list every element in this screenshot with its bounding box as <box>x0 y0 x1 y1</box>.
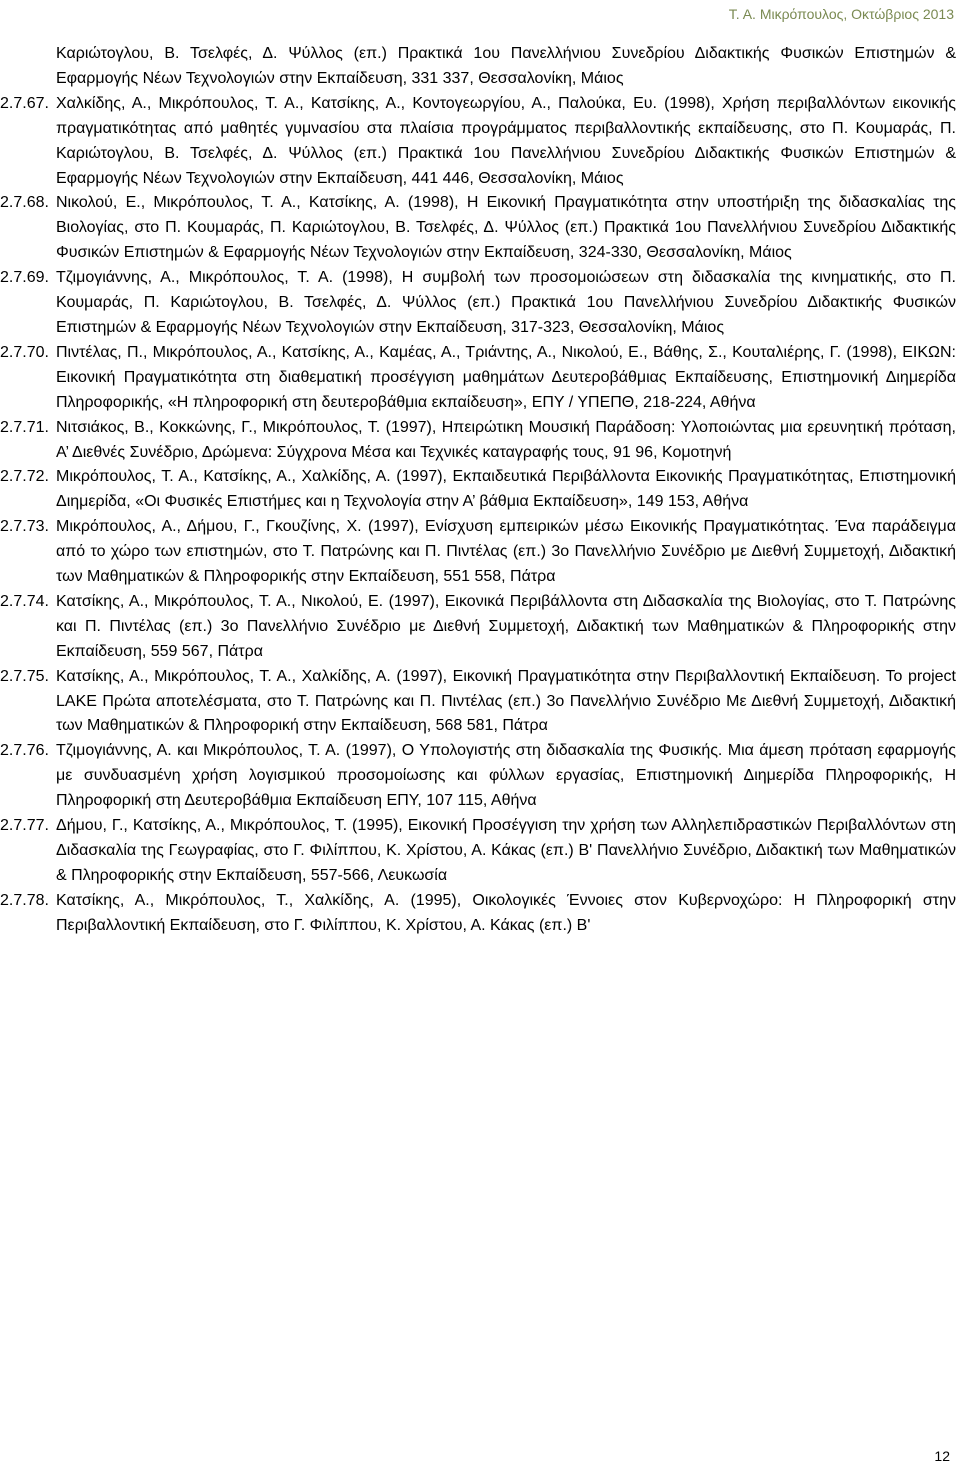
reference-text: Μικρόπουλος, Α., Δήμου, Γ., Γκουζίνης, Χ. (1997), Ενίσχυση εμπειρικών μέσω Εικονικής Πραγματικότητας. Ένα παράδειγμα από το χώρο των επιστημών, στο Τ. Πατρώνης και Π. Πιντέλας (επ.) 3ο Πανελλήνιο Συνέδριο με Διεθνή Συμμετοχή, Διδακτική των Μαθηματικών & Πληροφορικής στην Εκπαίδευση, 551 558, Πάτρα <box>56 518 956 586</box>
reference-text: Χαλκίδης, Α., Μικρόπουλος, Τ. Α., Κατσίκης, Α., Κοντογεωργίου, Α., Παλούκα, Ευ. (1998), Χρήση περιβαλλόντων εικονικής πραγματικότητας από μαθητές γυμνασίου στα πλαίσια προγράμματος περιβαλλοντικής εκπαίδευσης, στο Π. Κουμαράς, Π. Καριώτογλου, Β. Τσελφές, Δ. Ψύλλος (επ.) Πρακτικά 1ου Πανελλήνιου Συνεδρίου Διδακτικής Φυσικών Επιστημών & Εφαρμογής Νέων Τεχνολογιών στην Εκπαίδευση, 441 446, Θεσσαλονίκη, Μάιος <box>56 94 956 187</box>
reference-text: Τζιμογιάννης, Α. και Μικρόπουλος, Τ. Α. (1997), Ο Υπολογιστής στη διδασκαλία της Φυσικής. Μια άμεση πρόταση εφαρμογής με συνδυασμένη χρήση λογισμικού προσομοίωσης και φύλλων εργασίας, Επιστημονική Διημερίδα Πληροφορικής, Η Πληροφορική στη Δευτεροβάθμια Εκπαίδευση ΕΠΥ, 107 115, Αθήνα <box>56 742 956 810</box>
reference-number: 2.7.75. <box>0 667 49 685</box>
reference-number: 2.7.77. <box>0 817 49 835</box>
reference-entry <box>0 92 956 192</box>
reference-text: Νικολού, Ε., Μικρόπουλος, Τ. Α., Κατσίκης, Α. (1998), Η Εικονική Πραγματικότητα στην υποστήριξη της διδασκαλίας της Βιολογίας, στο Π. Κουμαράς, Π. Καριώτογλου, Β. Τσελφές, Δ. Ψύλλος (επ.) Πρακτικά 1ου Πανελλήνιου Συνεδρίου Διδακτικής Φυσικών Επιστημών & Εφαρμογής Νέων Τεχνολογιών στην Εκπαίδευση, 324-330, Θεσσαλονίκη, Μάιος <box>56 194 956 262</box>
reference-number: 2.7.71. <box>0 418 49 436</box>
reference-number: 2.7.74. <box>0 592 49 610</box>
reference-text: Κατσίκης, Α., Μικρόπουλος, Τ. Α., Νικολού, Ε. (1997), Εικονικά Περιβάλλοντα στη Διδασκαλία της Βιολογίας, στο Τ. Πατρώνης και Π. Πιντέλας (επ.) 3ο Πανελλήνιο Συνέδριο με Διεθνή Συμμετοχή, Διδακτική των Μαθηματικών & Πληροφορικής στην Εκπαίδευση, 559 567, Πάτρα <box>56 592 956 660</box>
reference-entry <box>0 739 956 814</box>
reference-entry <box>0 814 956 889</box>
page-number: 12 <box>934 1448 950 1464</box>
reference-entry <box>0 341 956 416</box>
reference-continuation: Καριώτογλου, Β. Τσελφές, Δ. Ψύλλος (επ.) Πρακτικά 1ου Πανελλήνιου Συνεδρίου Διδακτικής Φυσικών Επιστημών & Εφαρμογής Νέων Τεχνολογιών στην Εκπαίδευση, 331 337, Θεσσαλονίκη, Μάιος <box>56 45 956 87</box>
reference-number: 2.7.76. <box>0 742 49 760</box>
reference-list <box>0 42 956 939</box>
reference-text: Δήμου, Γ., Κατσίκης, Α., Μικρόπουλος, Τ. (1995), Εικονική Προσέγγιση την χρήση των Αλληλεπιδραστικών Περιβαλλόντων στη Διδασκαλία της Γεωγραφίας, στο Γ. Φιλίππου, Κ. Χρίστου, Α. Κάκας (επ.) Β' Πανελλήνιο Συνέδριο, Διδακτική των Μαθηματικών & Πληροφορικής στην Εκπαίδευση, 557-566, Λευκωσία <box>56 817 956 884</box>
reference-text: Κατσίκης, Α., Μικρόπουλος, Τ. Α., Χαλκίδης, Α. (1997), Εικονική Πραγματικότητα στην Περιβαλλοντική Εκπαίδευση. Το project LAKE Πρώτα αποτελέσματα, στο Τ. Πατρώνης και Π. Πιντέλας (επ.) 3ο Πανελλήνιο Συνέδριο Με Διεθνή Συμμετοχή, Διδακτική των Μαθηματικών & Πληροφορική στην Εκπαίδευση, 568 581, Πάτρα <box>56 667 956 735</box>
reference-number: 2.7.68. <box>0 194 49 212</box>
reference-number: 2.7.78. <box>0 891 49 909</box>
reference-entry <box>0 266 956 341</box>
reference-number: 2.7.73. <box>0 518 49 536</box>
reference-text: Τζιμογιάννης, Α., Μικρόπουλος, Τ. Α. (1998), Η συμβολή των προσομοιώσεων στη διδασκαλία της κινηματικής, στο Π. Κουμαράς, Π. Καριώτογλου, Β. Τσελφές, Δ. Ψύλλος (επ.) Πρακτικά 1ου Πανελλήνιου Συνεδρίου Διδακτικής Φυσικών Επιστημών & Εφαρμογής Νέων Τεχνολογιών στην Εκπαίδευση, 317-323, Θεσσαλονίκη, Μάιος <box>56 269 956 336</box>
reference-text: Πιντέλας, Π., Μικρόπουλος, Α., Κατσίκης, Α., Καμέας, Α., Τριάντης, Α., Νικολού, Ε., Βάθης, Σ., Κουταλιέρης, Γ. (1998), ΕΙΚΩΝ: Εικονική Πραγματικότητα στη διαθεματική προσέγγιση μαθημάτων Δευτεροβάθμιας Εκπαίδευσης, Επιστημονική Διημερίδα Πληροφορικής, «Η πληροφορική στη δευτεροβάθμια εκπαίδευση», ΕΠΥ / ΥΠΕΠΘ, 218-224, Αθήνα <box>56 343 956 411</box>
reference-number: 2.7.67. <box>0 94 49 112</box>
reference-entry <box>0 515 956 590</box>
reference-entry <box>0 590 956 665</box>
reference-text: Κατσίκης, Α., Μικρόπουλος, Τ., Χαλκίδης, Α. (1995), Οικολογικές Έννοιες στον Κυβερνοχώρο: Η Πληροφορική στην Περιβαλλοντική Εκπαίδευση, στο Γ. Φιλίππου, Κ. Χρίστου, Α. Κάκας (επ.) Β' <box>56 891 956 934</box>
reference-entry <box>0 416 956 466</box>
reference-entry <box>0 665 956 740</box>
references-container <box>0 92 956 939</box>
reference-entry <box>0 465 956 515</box>
running-header: Τ. Α. Μικρόπουλος, Οκτώβριος 2013 <box>728 6 954 22</box>
reference-text: Μικρόπουλος, Τ. Α., Κατσίκης, Α., Χαλκίδης, Α. (1997), Εκπαιδευτικά Περιβάλλοντα Εικονικής Πραγματικότητας, Επιστημονική Διημερίδα, «Οι Φυσικές Επιστήμες και η Τεχνολογία στην Α’ βάθμια Εκπαίδευση», 149 153, Αθήνα <box>56 468 956 511</box>
reference-number: 2.7.70. <box>0 343 49 361</box>
reference-entry <box>0 191 956 266</box>
reference-number: 2.7.69. <box>0 269 49 287</box>
reference-entry <box>0 889 956 939</box>
reference-text: Νιτσιάκος, Β., Κοκκώνης, Γ., Μικρόπουλος, Τ. (1997), Ηπειρώτικη Μουσική Παράδοση: Υλοποιώντας μια ερευνητική πρόταση, Α’ Διεθνές Συνέδριο, Δρώμενα: Σύγχρονα Μέσα και Τεχνικές καταγραφής τους, 91 96, Κομοτηνή <box>56 418 956 461</box>
reference-number: 2.7.72. <box>0 468 49 486</box>
